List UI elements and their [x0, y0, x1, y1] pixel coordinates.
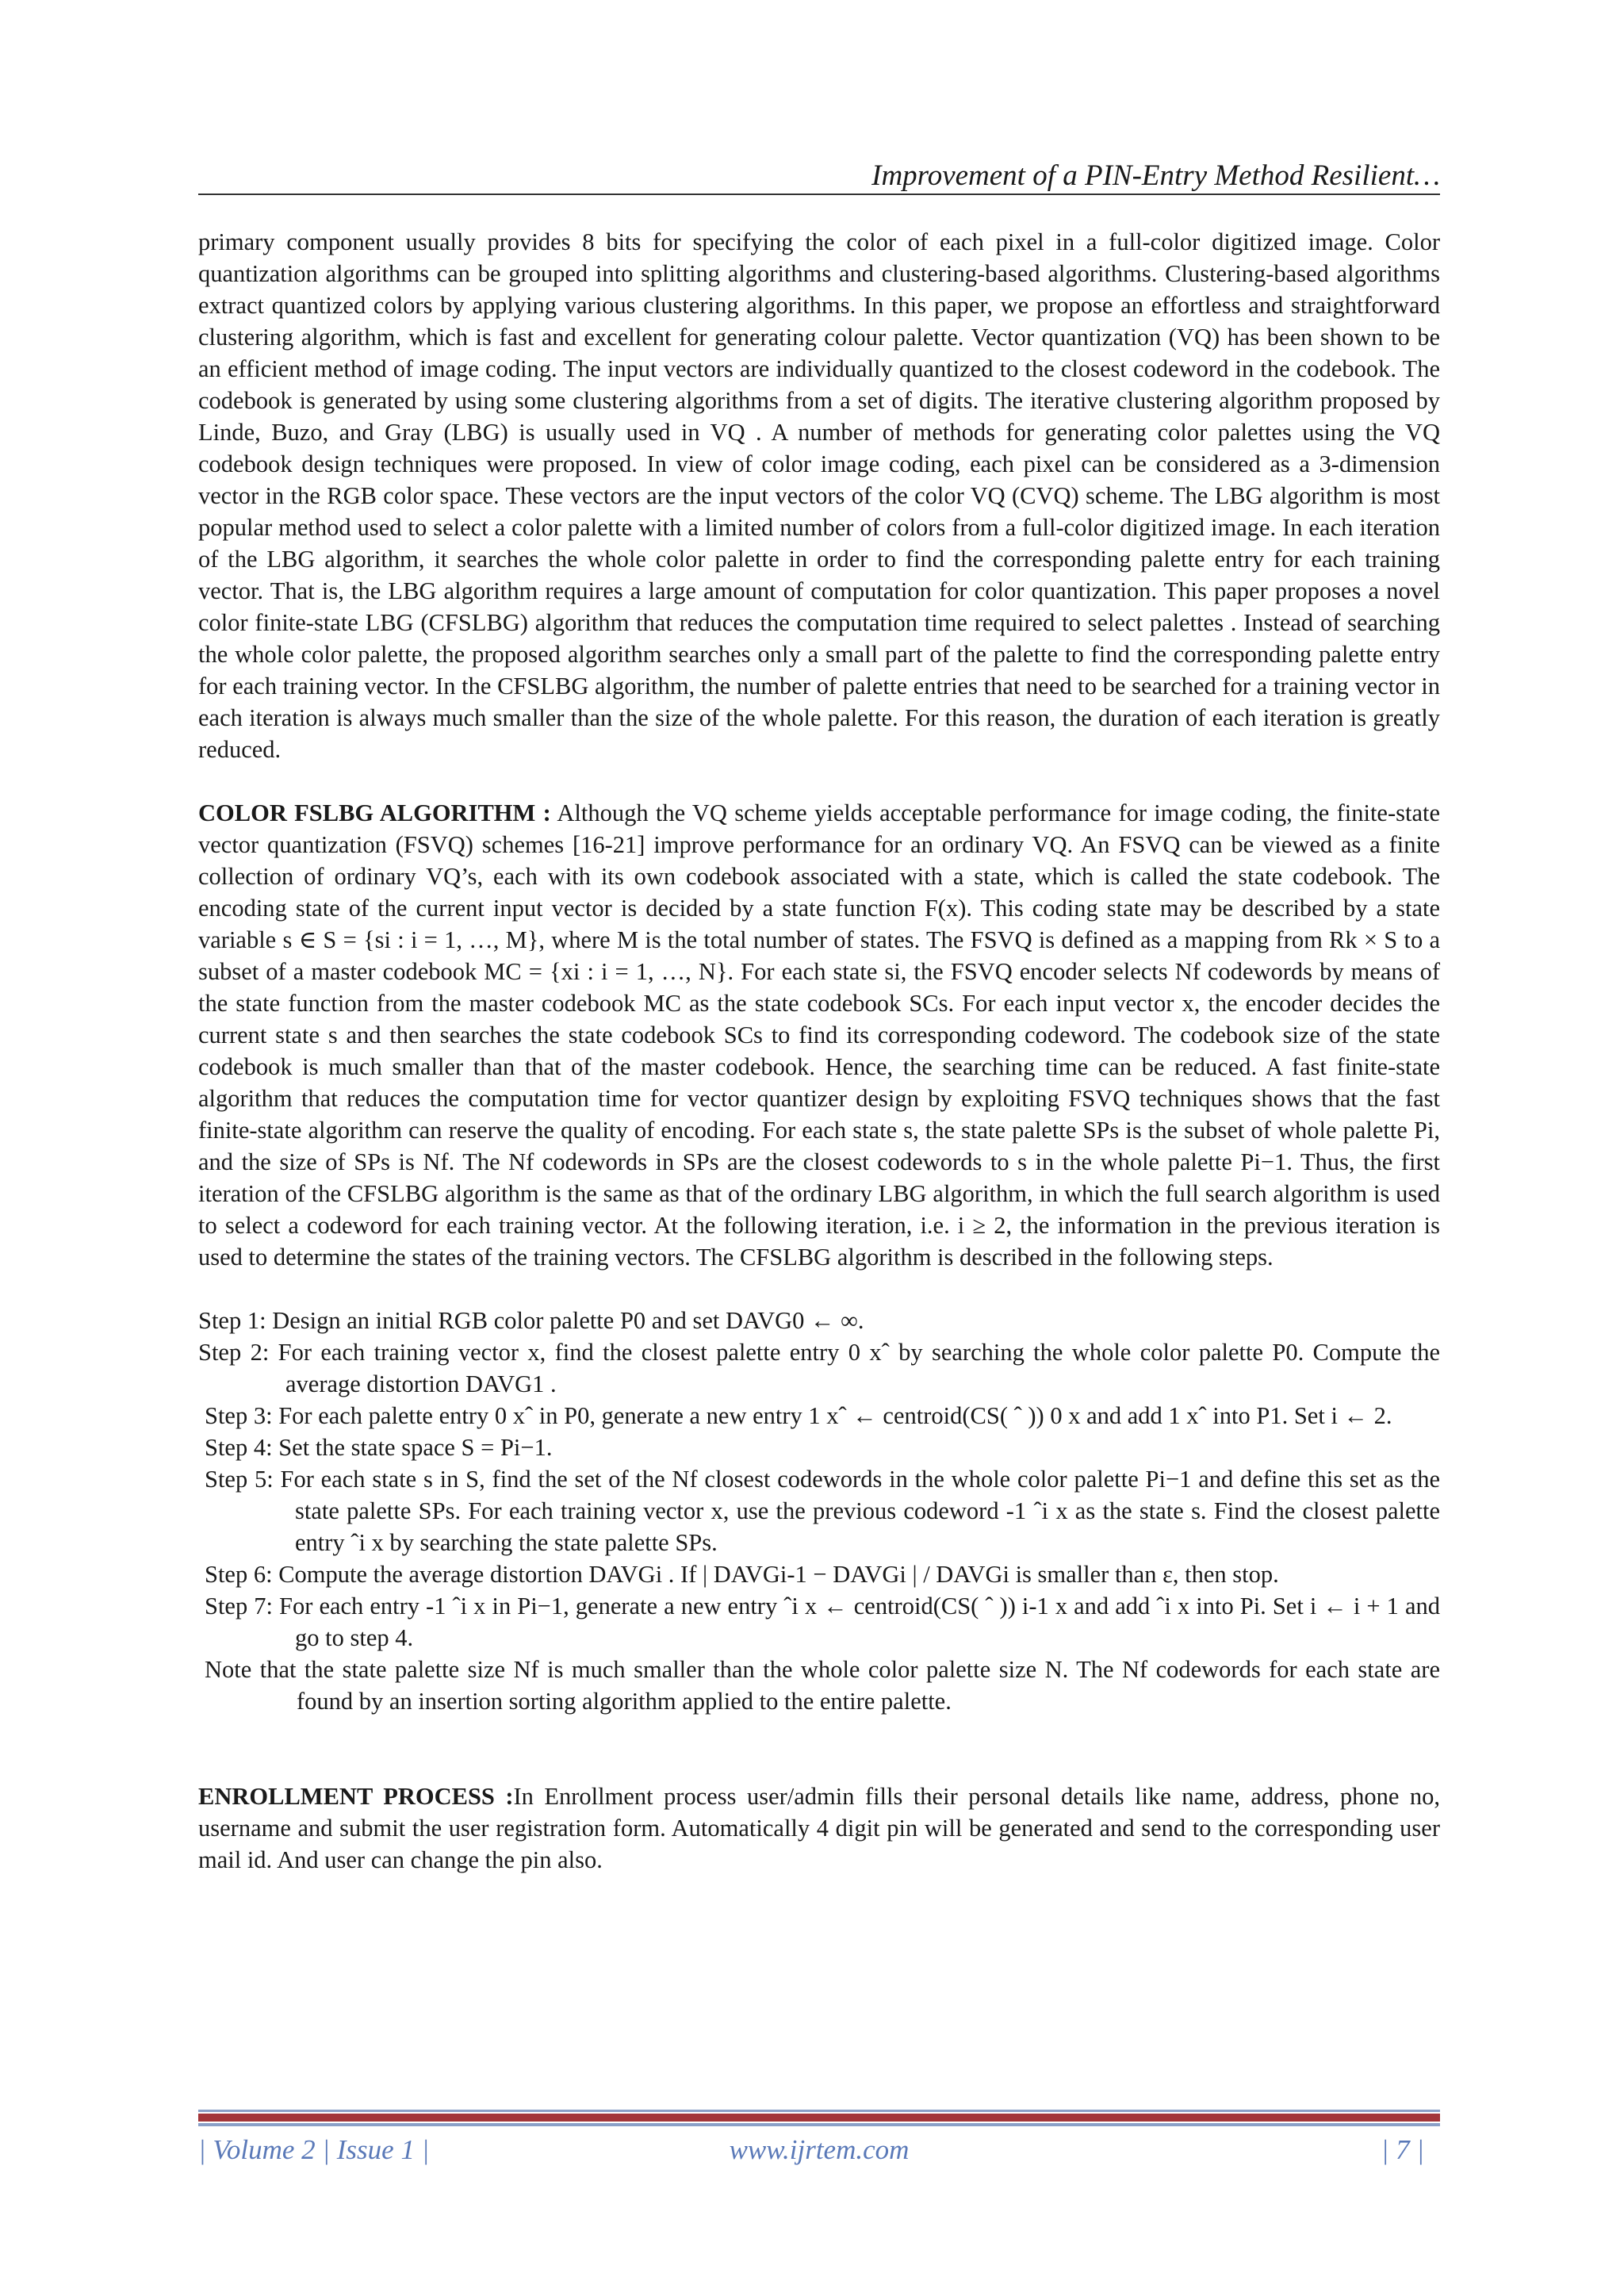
footer-website-link[interactable]: www.ijrtem.com	[729, 2134, 910, 2165]
section-heading-enrollment: ENROLLMENT PROCESS :	[198, 1783, 514, 1810]
step-7: Step 7: For each entry -1 ˆi x in Pi−1, generate a new entry ˆi x ← centroid(CS( ˆ )) i-1 x and add ˆi x into Pi. Set i ← i + 1 and go to step 4.	[205, 1593, 1440, 1651]
intro-paragraph: primary component usually provides 8 bits for specifying the color of each pixel in a full-color digitized image. Color quantization algorithms can be grouped into splitting algorithms and clustering-based algorithms. Clustering-based algorithms extract quantized colors by applying various clustering algorithms. In this paper, we propose an effortless and straightforward clustering algorithm, which is fast and excellent for generating colour palette. Vector quantization (VQ) has been shown to be an efficient method of image coding. The input vectors are individually quantized to the closest codeword in the codebook. The codebook is generated by using some clustering algorithms from a set of digits. The iterative clustering algorithm proposed by Linde, Buzo, and Gray (LBG) is usually used in VQ . A number of methods for generating color palettes using the VQ codebook design techniques were proposed. In view of color image coding, each pixel can be considered as a 3-dimension vector in the RGB color space. These vectors are the input vectors of the color VQ (CVQ) scheme. The LBG algorithm is most popular method used to select a color palette with a limited number of colors from a full-color digitized image. In each iteration of the LBG algorithm, it searches the whole color palette in order to find the corresponding palette entry for each training vector. That is, the LBG algorithm requires a large amount of computation for color quantization. This paper proposes a novel color finite-state LBG (CFSLBG) algorithm that reduces the computation time required to select palettes . Instead of searching the whole color palette, the proposed algorithm searches only a small part of the palette to find the corresponding palette entry for each training vector. In the CFSLBG algorithm, the number of palette entries that need to be searched for a training vector in each iteration is always much smaller than the size of the whole palette. For this reason, the duration of each iteration is greatly reduced.	[198, 228, 1440, 763]
steps-list	[198, 1305, 1440, 1717]
footer-page-number: | 7 |	[1381, 2134, 1424, 2165]
step-4: Step 4: Set the state space S = Pi−1.	[205, 1434, 553, 1461]
fslbg-body: Although the VQ scheme yields acceptable performance for image coding, the finite-state vector quantization (FSVQ) schemes [16-21] improve performance for an ordinary VQ. An FSVQ can be viewed as a finite collection of ordinary VQ’s, each with its own codebook associated with a state, which is called the state codebook. The encoding state of the current input vector is decided by a state function F(x). This coding state may be described by a state variable s ∈ S = {si : i = 1, …, M}, where M is the total number of states. The FSVQ is defined as a mapping from Rk × S to a subset of a master codebook MC = {xi : i = 1, …, N}. For each state si, the FSVQ encoder selects Nf codewords by means of the state function from the master codebook MC as the state codebook SCs. For each input vector x, the encoder decides the current state s and then searches the state codebook SCs to find its corresponding codeword. The codebook size of the state codebook is much smaller than that of the master codebook. Hence, the searching time can be reduced. A fast finite-state algorithm that reduces the computation time for vector quantizer design by exploiting FSVQ techniques shows that the fast finite-state algorithm can reserve the quality of encoding. For each state s, the state palette SPs is the subset of whole palette Pi, and the size of SPs is Nf. The Nf codewords in SPs are the closest codewords to s in the whole palette Pi−1. Thus, the first iteration of the CFSLBG algorithm is the same as that of the ordinary LBG algorithm, in which the full search algorithm is used to select a codeword for each training vector. At the following iteration, i.e. i ≥ 2, the information in the previous iteration is used to determine the states of the training vectors. The CFSLBG algorithm is described in the following steps.	[198, 799, 1441, 1271]
step-3: Step 3: For each palette entry 0 xˆ in P0, generate a new entry 1 xˆ ← centroid(CS( ˆ )) 0 x and add 1 xˆ into P1. Set i ← 2.	[205, 1402, 1392, 1429]
steps-note: Note that the state palette size Nf is much smaller than the whole color palette size N. The Nf codewords for each state are found by an insertion sorting algorithm applied to the entire palette.	[205, 1656, 1440, 1715]
page-footer	[198, 2132, 1440, 2168]
enrollment-body: In Enrollment process user/admin fills their personal details like name, address, phone no, username and submit the user registration form. Automatically 4 digit pin will be generated and send to the corresponding user mail id. And user can change the pin also.	[198, 1783, 1440, 1873]
body-text	[198, 226, 1440, 1876]
enrollment-paragraph	[198, 1780, 1440, 1876]
header-rule	[198, 194, 1440, 195]
step-6: Step 6: Compute the average distortion DAVGi . If | DAVGi-1 − DAVGi | / DAVGi is smaller than ε, then stop.	[205, 1561, 1279, 1588]
section-heading-fslbg: COLOR FSLBG ALGORITHM :	[198, 799, 551, 826]
step-5: Step 5: For each state s in S, find the set of the Nf closest codewords in the whole color palette Pi−1 and define this set as the state palette SPs. For each training vector x, use the previous codeword -1 ˆi x as the state s. Find the closest palette entry ˆi x by searching the state palette SPs.	[205, 1466, 1440, 1556]
fslbg-paragraph	[198, 797, 1440, 1273]
paper-page	[198, 143, 1440, 2205]
footer-rule	[198, 2110, 1440, 2129]
footer-volume-issue: | Volume 2 | Issue 1 |	[198, 2134, 430, 2165]
step-2: Step 2: For each training vector x, find the closest palette entry 0 xˆ by searching the whole color palette P0. Compute the average distortion DAVG1 .	[198, 1339, 1440, 1397]
running-header: Improvement of a PIN-Entry Method Resilient…	[871, 159, 1440, 192]
step-1: Step 1: Design an initial RGB color palette P0 and set DAVG0 ← ∞.	[198, 1307, 864, 1334]
